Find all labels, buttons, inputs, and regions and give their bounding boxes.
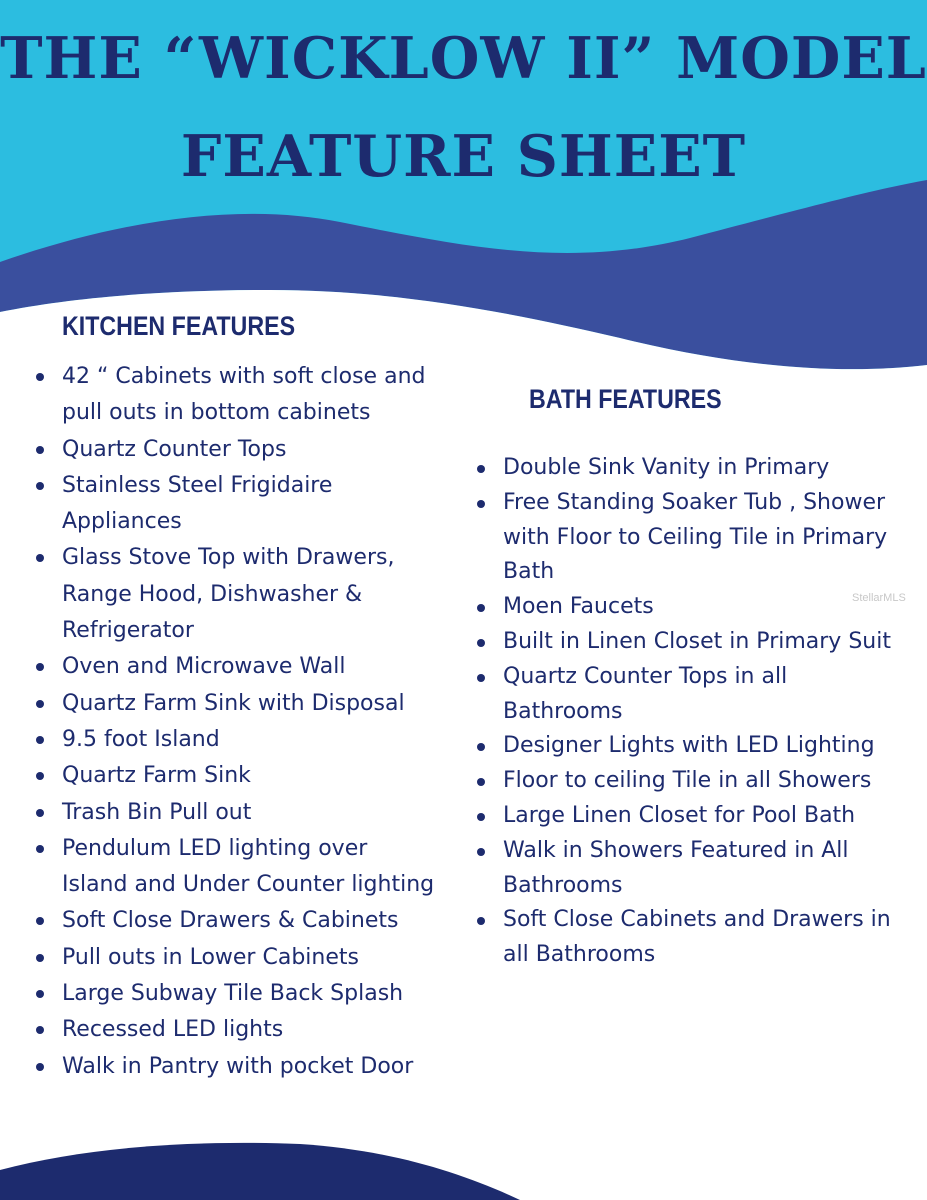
kitchen-feature-item: Walk in Pantry with pocket Door <box>34 1049 474 1085</box>
bath-feature-item: Designer Lights with LED Lighting <box>475 729 927 764</box>
kitchen-feature-item: Quartz Counter Tops <box>34 432 474 468</box>
bath-features-list <box>475 451 927 973</box>
bath-feature-item: Walk in Showers Featured in All Bathrooms <box>475 834 927 904</box>
kitchen-feature-item: Stainless Steel Frigidaire Appliances <box>34 468 474 541</box>
title-line-1: THE “WICKLOW II” MODEL <box>0 25 927 92</box>
title-line-2: FEATURE SHEET <box>180 123 747 190</box>
bath-feature-item: Moen Faucets <box>475 590 927 625</box>
kitchen-feature-item: Pendulum LED lighting over Island and Under Counter lighting <box>34 831 474 904</box>
bath-feature-item: Quartz Counter Tops in all Bathrooms <box>475 660 927 730</box>
kitchen-feature-item: 9.5 foot Island <box>34 722 474 758</box>
kitchen-feature-item: Large Subway Tile Back Splash <box>34 976 474 1012</box>
bath-feature-item: Floor to ceiling Tile in all Showers <box>475 764 927 799</box>
kitchen-feature-item: Quartz Farm Sink <box>34 758 474 794</box>
kitchen-feature-item: Quartz Farm Sink with Disposal <box>34 686 474 722</box>
kitchen-feature-item: Pull outs in Lower Cabinets <box>34 940 474 976</box>
kitchen-feature-item: Recessed LED lights <box>34 1012 474 1048</box>
kitchen-feature-item: Soft Close Drawers & Cabinets <box>34 903 474 939</box>
bath-feature-item: Soft Close Cabinets and Drawers in all Bathrooms <box>475 903 927 973</box>
bath-feature-item: Double Sink Vanity in Primary <box>475 451 927 486</box>
bath-feature-item: Built in Linen Closet in Primary Suit <box>475 625 927 660</box>
kitchen-feature-item: 42 “ Cabinets with soft close and pull outs in bottom cabinets <box>34 359 474 432</box>
kitchen-feature-item: Oven and Microwave Wall <box>34 649 474 685</box>
bath-feature-item: Free Standing Soaker Tub , Shower with Floor to Ceiling Tile in Primary Bath <box>475 486 927 590</box>
bath-feature-item: Large Linen Closet for Pool Bath <box>475 799 927 834</box>
bath-features-heading: BATH FEATURES <box>529 384 722 414</box>
kitchen-features-list <box>34 359 474 1085</box>
kitchen-feature-item: Glass Stove Top with Drawers, Range Hood, Dishwasher & Refrigerator <box>34 540 474 649</box>
stellar-mls-watermark: StellarMLS <box>852 592 906 604</box>
kitchen-features-heading: KITCHEN FEATURES <box>62 311 296 341</box>
kitchen-feature-item: Trash Bin Pull out <box>34 795 474 831</box>
